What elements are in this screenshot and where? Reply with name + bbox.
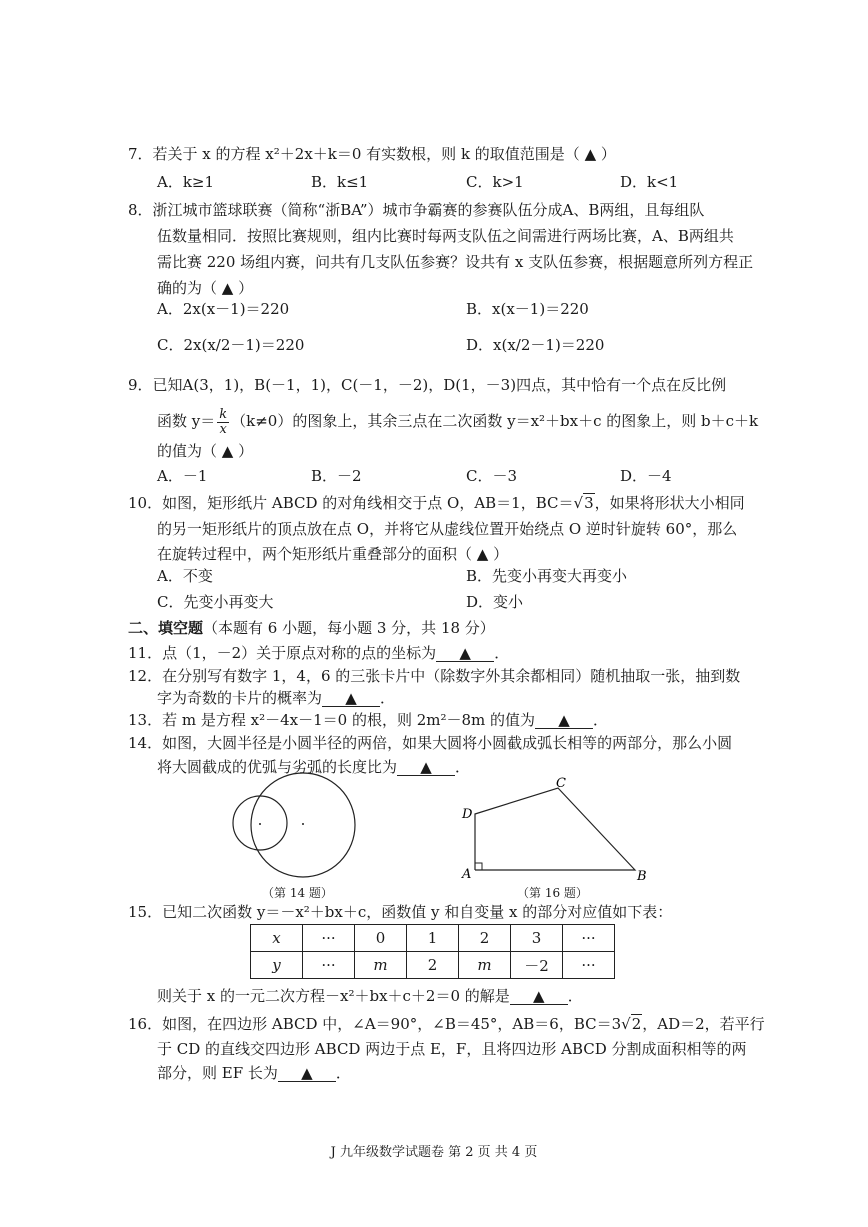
table-cell: ··· xyxy=(563,952,615,979)
q11: 11．点（1，－2）关于原点对称的点的坐标为 ▲ ． xyxy=(128,644,510,662)
table-cell: x xyxy=(251,925,303,952)
q10-option-a: A．不变 xyxy=(157,567,213,585)
table-cell: 1 xyxy=(407,925,459,952)
triangle-icon: ▲ xyxy=(420,758,432,776)
q15-answer-blank xyxy=(510,988,568,1005)
q8-line-4: 确的为（ ▲ ） xyxy=(157,279,254,297)
q9-line-2-pre: 函数 y＝ xyxy=(157,412,216,430)
q16-line-3: 部分，则 EF 长为 ▲ ． xyxy=(157,1064,351,1082)
q7-option-b: B．k≤1 xyxy=(311,173,369,191)
q8-option-d: D．x(x/2－1)＝220 xyxy=(466,336,605,354)
section-2-desc: （本题有 6 小题，每小题 3 分，共 18 分） xyxy=(203,619,495,637)
q10-line-2: 的另一矩形纸片的顶点放在点 O，并将它从虚线位置开始绕点 O 逆时针旋转 60°，那么 xyxy=(157,520,738,538)
q9-option-a: A．－1 xyxy=(157,467,208,485)
triangle-icon: ▲ xyxy=(459,644,471,662)
triangle-icon: ▲ xyxy=(345,689,357,707)
q16-text: 部分，则 EF 长为 xyxy=(157,1064,278,1082)
q13-answer-blank xyxy=(535,712,593,729)
q14-line-2: 将大圆截成的优弧与劣弧的长度比为 ▲ ． xyxy=(157,758,471,776)
table-cell: 0 xyxy=(355,925,407,952)
right-angle-mark xyxy=(475,863,482,870)
q9-option-b: B．－2 xyxy=(311,467,362,485)
quadrilateral-abcd xyxy=(475,788,635,870)
q15-text: 则关于 x 的一元二次方程－x²＋bx＋c＋2＝0 的解是 xyxy=(157,987,510,1005)
figure-14-circles xyxy=(225,766,365,886)
table-cell: m xyxy=(459,952,511,979)
section-2-title: 二、填空题 xyxy=(128,619,204,637)
q9-line-2-post: （k≠0）的图象上，其余三点在二次函数 y＝x²＋bx＋c 的图象上，则 b＋c＋k xyxy=(231,412,759,430)
section-2-heading xyxy=(128,618,495,638)
q8-option-b: B．x(x－1)＝220 xyxy=(466,300,589,318)
q10-sqrt: 3 xyxy=(584,494,594,512)
q12-answer-blank xyxy=(322,690,380,707)
q10-option-b: B．先变小再变大再变小 xyxy=(466,567,628,585)
q7-option-d: D．k<1 xyxy=(620,173,679,191)
table-row-y xyxy=(251,952,615,979)
q8-line-1: 8．浙江城市篮球联赛（简称“浙BA”）城市争霸赛的参赛队伍分成A、B两组，且每组队 xyxy=(128,201,705,219)
vertex-label-d: D xyxy=(462,807,473,822)
q12-text: 字为奇数的卡片的概率为 xyxy=(157,689,323,707)
figure-16-quadrilateral xyxy=(455,774,655,886)
q8-line-2: 伍数量相同．按照比赛规则，组内比赛时每两支队伍之间需进行两场比赛，A、B两组共 xyxy=(157,227,734,245)
q12-line-2: 字为奇数的卡片的概率为 ▲ ． xyxy=(157,689,396,707)
table-row-x xyxy=(251,925,615,952)
q13: 13．若 m 是方程 x²－4x－1＝0 的根，则 2m²－8m 的值为 ▲ ． xyxy=(128,711,609,729)
vertex-label-c: C xyxy=(556,776,566,791)
q8-line-3: 需比赛 220 场组内赛，问共有几支队伍参赛？设共有 x 支队伍参赛，根据题意所列方程正 xyxy=(157,253,754,271)
q15-value-table xyxy=(250,924,615,979)
q14-text: 将大圆截成的优弧与劣弧的长度比为 xyxy=(157,758,398,776)
table-cell: y xyxy=(251,952,303,979)
triangle-icon: ▲ xyxy=(558,711,570,729)
table-cell: －2 xyxy=(511,952,563,979)
q16-line-1-post: ，AD＝2，若平行 xyxy=(642,1015,765,1033)
q7-option-a: A．k≥1 xyxy=(157,173,215,191)
q8-option-c: C．2x(x/2－1)＝220 xyxy=(157,336,305,354)
q9-frac-numerator: k xyxy=(219,406,228,422)
q7-option-c: C．k>1 xyxy=(466,173,524,191)
q12-line-1: 12．在分别写有数字 1，4，6 的三张卡片中（除数字外其余都相同）随机抽取一张，抽到数 xyxy=(128,667,741,685)
figure-16-caption: （第 16 题） xyxy=(517,886,588,900)
page-footer: J 九年级数学试题卷 第 2 页 共 4 页 xyxy=(330,1145,538,1160)
q9-frac-denominator: x xyxy=(219,421,227,437)
q9-option-d: D．－4 xyxy=(620,467,672,485)
table-cell: 2 xyxy=(459,925,511,952)
q16-line-2: 于 CD 的直线交四边形 ABCD 两边于点 E，F，且将四边形 ABCD 分割成面积相等的两 xyxy=(157,1040,747,1058)
q10-line-3: 在旋转过程中，两个矩形纸片重叠部分的面积（ ▲ ） xyxy=(157,545,509,563)
q9-option-c: C．－3 xyxy=(466,467,518,485)
table-cell: ··· xyxy=(303,952,355,979)
q14-answer-blank xyxy=(397,759,455,776)
table-cell: m xyxy=(355,952,407,979)
q9-fraction xyxy=(217,408,229,437)
q13-text: 13．若 m 是方程 x²－4x－1＝0 的根，则 2m²－8m 的值为 xyxy=(128,711,536,729)
q14-line-1: 14．如图，大圆半径是小圆半径的两倍，如果大圆将小圆截成弧长相等的两部分，那么小圆 xyxy=(128,734,733,752)
q11-answer-blank xyxy=(436,645,494,662)
q16-sqrt: 2 xyxy=(631,1015,642,1033)
q8-option-a: A．2x(x－1)＝220 xyxy=(157,300,290,318)
q16-answer-blank xyxy=(278,1065,336,1082)
q10-line-1-post: ，如果将形状大小相同 xyxy=(594,494,745,512)
q10-option-d: D．变小 xyxy=(466,593,524,611)
table-cell: 3 xyxy=(511,925,563,952)
vertex-label-b: B xyxy=(637,869,647,884)
large-circle-center xyxy=(302,823,304,825)
table-cell: 2 xyxy=(407,952,459,979)
q11-text: 11．点（1，－2）关于原点对称的点的坐标为 xyxy=(128,644,437,662)
q15-line-1: 15．已知二次函数 y＝－x²＋bx＋c，函数值 y 和自变量 x 的部分对应值如下表： xyxy=(128,903,673,921)
q9-line-2 xyxy=(157,405,758,437)
vertex-label-a: A xyxy=(462,867,472,882)
q10-line-1: 10．如图，矩形纸片 ABCD 的对角线相交于点 O，AB＝1，BC＝√3，如果将形状大小相同 xyxy=(128,494,745,512)
q9-line-1: 9．已知A(3，1)，B(－1，1)，C(－1，－2)，D(1，－3)四点，其中恰有一个点在反比例 xyxy=(128,376,727,394)
q10-line-1-pre: 10．如图，矩形纸片 ABCD 的对角线相交于点 O，AB＝1，BC＝ xyxy=(128,494,574,512)
triangle-icon: ▲ xyxy=(533,987,545,1005)
q9-line-3: 的值为（ ▲ ） xyxy=(157,442,254,460)
figure-14-caption: （第 14 题） xyxy=(262,886,333,900)
table-cell: ··· xyxy=(563,925,615,952)
q16-line-1: 16．如图，在四边形 ABCD 中，∠A＝90°，∠B＝45°，AB＝6，BC＝3√2，AD＝2，若平行 xyxy=(128,1015,765,1033)
small-circle-center xyxy=(259,823,261,825)
q15-line-2: 则关于 x 的一元二次方程－x²＋bx＋c＋2＝0 的解是 ▲ ． xyxy=(157,987,583,1005)
q10-option-c: C．先变小再变大 xyxy=(157,593,274,611)
q7-stem: 7．若关于 x 的方程 x²＋2x＋k＝0 有实数根，则 k 的取值范围是（ ▲ ） xyxy=(128,145,616,163)
q16-line-1-pre: 16．如图，在四边形 ABCD 中，∠A＝90°，∠B＝45°，AB＝6，BC＝3 xyxy=(128,1015,622,1033)
triangle-icon: ▲ xyxy=(301,1064,313,1082)
table-cell: ··· xyxy=(303,925,355,952)
